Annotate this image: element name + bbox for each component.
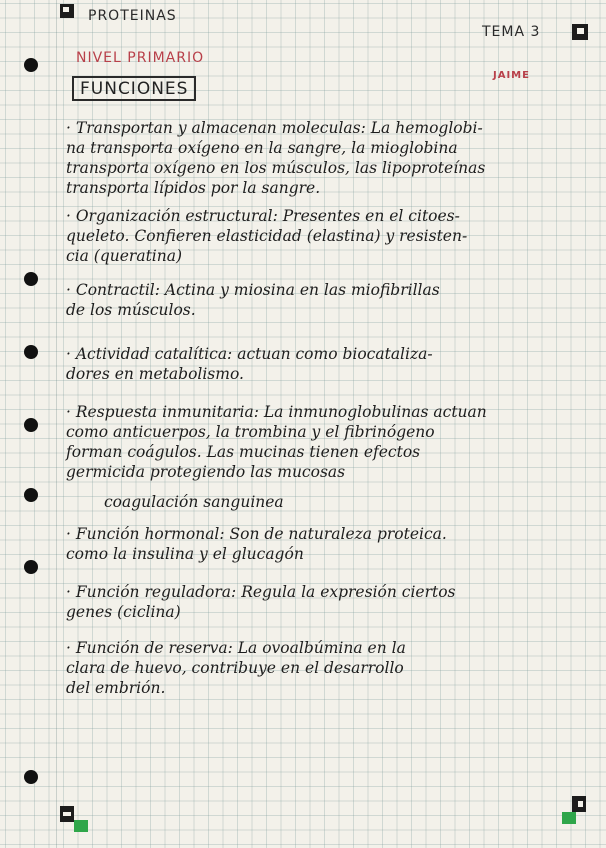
note-line: · Función hormonal: Son de naturaleza proteica. (66, 525, 447, 543)
corner-mark-icon (60, 4, 74, 18)
note-line: forman coágulos. Las mucinas tienen efectos (66, 443, 421, 461)
note-line: genes (ciclina) (66, 603, 181, 621)
binder-hole (24, 418, 38, 432)
note-line: del embrión. (66, 679, 166, 697)
paragraph-reguladora (66, 582, 591, 622)
page-title: PROTEINAS (88, 8, 177, 24)
note-line: como la insulina y el glucagón (66, 545, 304, 563)
binder-hole (24, 345, 38, 359)
note-line: · Respuesta inmunitaria: La inmunoglobulinas actuan (66, 403, 487, 421)
green-marker (74, 820, 88, 832)
note-line: como anticuerpos, la trombina y el fibrinógeno (66, 423, 435, 441)
author-stamp: JAIME (493, 70, 530, 81)
note-line: transporta oxígeno en los músculos, las lipoproteínas (66, 159, 486, 177)
corner-mark-icon (60, 806, 74, 822)
paragraph-hormonal (66, 524, 591, 564)
paragraph-reserva (66, 638, 591, 698)
note-line: clara de huevo, contribuye en el desarrollo (66, 659, 404, 677)
binder-hole (24, 58, 38, 72)
corner-mark-icon (572, 796, 586, 812)
section-title: FUNCIONES (72, 76, 196, 101)
topic-number: TEMA 3 (482, 24, 541, 40)
note-line: germicida protegiendo las mucosas (66, 463, 346, 481)
note-line: · Función de reserva: La ovoalbúmina en la (66, 639, 406, 657)
paragraph-coagulacion (104, 492, 606, 512)
note-line: · Contractil: Actina y miosina en las miofibrillas (66, 281, 440, 299)
corner-mark-icon (572, 24, 588, 40)
paragraph-inmunitaria (66, 402, 591, 482)
paragraph-transporte (66, 118, 591, 198)
note-line: coagulación sanguinea (104, 493, 284, 511)
note-line: · Transportan y almacenan moleculas: La hemoglobi- (66, 119, 483, 137)
note-line: dores en metabolismo. (66, 365, 244, 383)
paragraph-estructural (66, 206, 591, 266)
binder-hole (24, 488, 38, 502)
margin-line (56, 0, 57, 848)
paragraph-catalitica (66, 344, 591, 384)
binder-hole (24, 770, 38, 784)
green-marker (562, 812, 576, 824)
note-line: cia (queratina) (66, 247, 183, 265)
note-line: queleto. Confieren elasticidad (elastina) y resisten- (66, 227, 468, 245)
level-heading: NIVEL PRIMARIO (76, 50, 205, 66)
note-line: · Organización estructural: Presentes en el citoes- (66, 207, 460, 225)
binder-hole (24, 560, 38, 574)
binder-hole (24, 272, 38, 286)
note-line: na transporta oxígeno en la sangre, la mioglobina (66, 139, 458, 157)
note-line: de los músculos. (66, 301, 196, 319)
note-line: · Actividad catalítica: actuan como biocataliza- (66, 345, 433, 363)
note-line: transporta lípidos por la sangre. (66, 179, 321, 197)
paragraph-contractil (66, 280, 591, 320)
note-line: · Función reguladora: Regula la expresión ciertos (66, 583, 456, 601)
